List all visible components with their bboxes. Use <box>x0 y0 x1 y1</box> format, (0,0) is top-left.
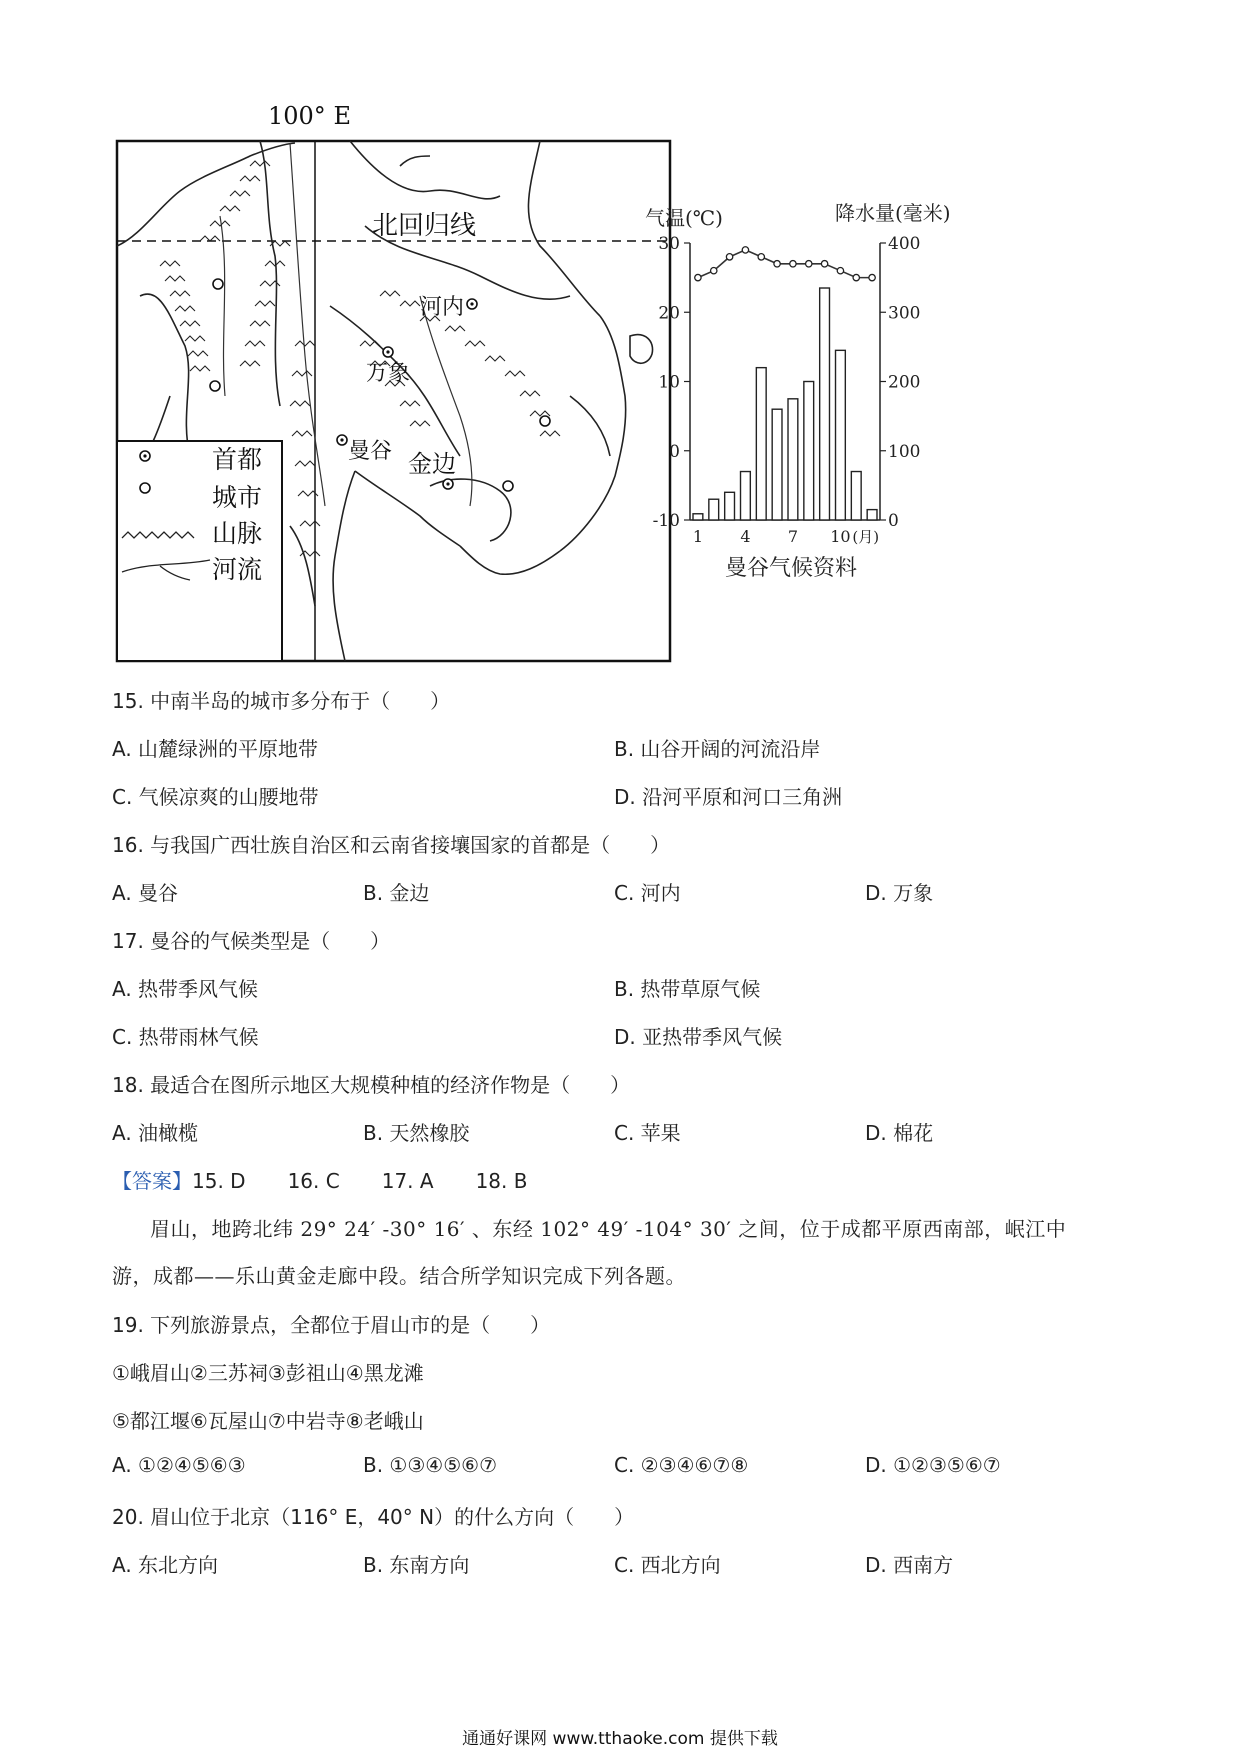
q17-option-d: D. 亚热带季风气候 <box>614 1025 783 1049</box>
q19-option-a: A. ①②④⑤⑥③ <box>112 1453 246 1477</box>
x-tick-label: 1 <box>692 527 704 546</box>
q16-option-c: C. 河内 <box>614 881 681 905</box>
question-16-stem: 16. 与我国广西壮族自治区和云南省接壤国家的首都是（ ） <box>112 833 671 857</box>
indochina-map <box>100 96 680 666</box>
right-tick-label: 200 <box>888 372 921 393</box>
question-19-stem: 19. 下列旅游景点，全都位于眉山市的是（ ） <box>112 1313 551 1337</box>
passage-line-2: 游，成都——乐山黄金走廊中段。结合所学知识完成下列各题。 <box>112 1264 686 1288</box>
q16-option-d: D. 万象 <box>865 881 934 905</box>
precipitation-bar <box>756 368 766 520</box>
precipitation-bar <box>725 492 735 520</box>
x-tick-label: 10 <box>830 527 851 546</box>
right-tick-label: 400 <box>888 234 921 254</box>
city-marker <box>213 279 223 289</box>
precipitation-bar <box>741 472 751 520</box>
question-17-stem: 17. 曼谷的气候类型是（ ） <box>112 929 391 953</box>
answer-tag: 【答案】 <box>112 1169 192 1193</box>
answer-line <box>112 1165 527 1194</box>
q15-option-a: A. 山麓绿洲的平原地带 <box>112 737 319 761</box>
q19-option-c: C. ②③④⑥⑦⑧ <box>614 1453 749 1477</box>
q20-option-d: D. 西南方 <box>865 1553 954 1577</box>
q16-option-b: B. 金边 <box>363 881 430 905</box>
q18-option-d: D. 棉花 <box>865 1121 934 1145</box>
temperature-point <box>837 268 843 274</box>
temperature-point <box>821 261 827 267</box>
meridian-label: 100° E <box>268 102 351 130</box>
q18-option-b: B. 天然橡胶 <box>363 1121 470 1145</box>
temperature-point <box>711 268 717 274</box>
precipitation-bar <box>836 350 846 520</box>
q17-option-c: C. 热带雨林气候 <box>112 1025 259 1049</box>
q15-option-d: D. 沿河平原和河口三角洲 <box>614 785 843 809</box>
x-tick-label: 4 <box>740 527 751 546</box>
temperature-point <box>774 261 780 267</box>
answer-16: 16. C <box>287 1169 340 1193</box>
answer-17: 17. A <box>381 1169 434 1193</box>
legend-river-label: 河流 <box>212 555 263 584</box>
q18-option-c: C. 苹果 <box>614 1121 681 1145</box>
question-15-stem: 15. 中南半岛的城市多分布于（ ） <box>112 689 451 713</box>
legend-mountain-label: 山脉 <box>212 519 263 548</box>
city-marker <box>210 381 220 391</box>
q20-option-c: C. 西北方向 <box>614 1553 721 1577</box>
precipitation-bar <box>867 510 877 520</box>
passage-line-1: 眉山，地跨北纬 29° 24′ -30° 16′ 、东经 102° 49′ -104° 30′ 之间，位于成都平原西南部，岷江中 <box>150 1217 1067 1241</box>
precipitation-bar <box>709 499 719 520</box>
q19-option-d: D. ①②③⑤⑥⑦ <box>865 1453 1001 1477</box>
map-legend <box>117 441 282 661</box>
left-tick-label: 0 <box>669 441 680 462</box>
temperature-point <box>806 261 812 267</box>
city-marker <box>503 481 513 491</box>
legend-capital-label: 首都 <box>212 445 263 474</box>
temperature-point <box>726 254 732 260</box>
left-tick-label: 10 <box>658 372 680 393</box>
precipitation-bar <box>804 382 814 521</box>
precipitation-bars <box>693 288 877 520</box>
q17-option-a: A. 热带季风气候 <box>112 977 259 1001</box>
legend-city-icon <box>140 483 150 493</box>
q20-option-b: B. 东南方向 <box>363 1553 470 1577</box>
city-label: 曼谷 <box>348 439 393 464</box>
question-20-stem: 20. 眉山位于北京（116° E，40° N）的什么方向（ ） <box>112 1505 635 1529</box>
precipitation-bar <box>772 409 782 520</box>
precipitation-bar <box>820 288 830 520</box>
q20-option-a: A. 东北方向 <box>112 1553 219 1577</box>
precipitation-bar <box>693 514 703 520</box>
precipitation-bar <box>851 472 861 520</box>
temperature-line <box>695 247 876 281</box>
city-label: 万象 <box>366 361 411 386</box>
temperature-point <box>758 254 764 260</box>
x-tick-label: 7 <box>787 527 799 546</box>
answer-18: 18. B <box>475 1169 528 1193</box>
q18-option-a: A. 油橄榄 <box>112 1121 199 1145</box>
temperature-point <box>853 274 859 280</box>
city-marker <box>540 416 550 426</box>
q15-option-b: B. 山谷开阔的河流沿岸 <box>614 737 821 761</box>
q19-option-b: B. ①③④⑤⑥⑦ <box>363 1453 498 1477</box>
city-label: 金边 <box>408 450 456 478</box>
left-tick-label: -10 <box>652 511 680 531</box>
left-tick-label: 30 <box>658 234 680 254</box>
right-axis-title: 降水量(毫米) <box>835 201 951 225</box>
q16-option-a: A. 曼谷 <box>112 881 179 905</box>
q19-list-1: ①峨眉山②三苏祠③彭祖山④黑龙滩 <box>112 1361 424 1385</box>
question-18-stem: 18. 最适合在图所示地区大规模种植的经济作物是（ ） <box>112 1073 631 1097</box>
temperature-point <box>790 261 796 267</box>
bangkok-climate-chart <box>645 200 1020 600</box>
temperature-polyline <box>698 250 872 278</box>
q19-list-2: ⑤都江堰⑥瓦屋山⑦中岩寺⑧老峨山 <box>112 1409 424 1433</box>
legend-city-label: 城市 <box>212 483 263 512</box>
q17-option-b: B. 热带草原气候 <box>614 977 761 1001</box>
x-unit-label: (月) <box>852 528 880 546</box>
left-axis-title: 气温(℃) <box>645 206 723 230</box>
tropic-label: 北回归线 <box>372 211 477 241</box>
temperature-point <box>742 247 748 253</box>
answer-15: 15. D <box>192 1169 246 1193</box>
left-tick-label: 20 <box>658 303 680 324</box>
q15-option-c: C. 气候凉爽的山腰地带 <box>112 785 319 809</box>
right-tick-label: 300 <box>888 303 921 324</box>
right-tick-label: 100 <box>888 441 921 462</box>
page-footer: 通通好课网 www.tthaoke.com 提供下载 <box>462 1729 778 1749</box>
city-label: 河内 <box>420 295 465 320</box>
right-tick-label: 0 <box>888 511 899 531</box>
temperature-point <box>869 274 875 280</box>
precipitation-bar <box>788 399 798 520</box>
chart-title: 曼谷气候资料 <box>725 556 858 581</box>
temperature-point <box>695 274 701 280</box>
